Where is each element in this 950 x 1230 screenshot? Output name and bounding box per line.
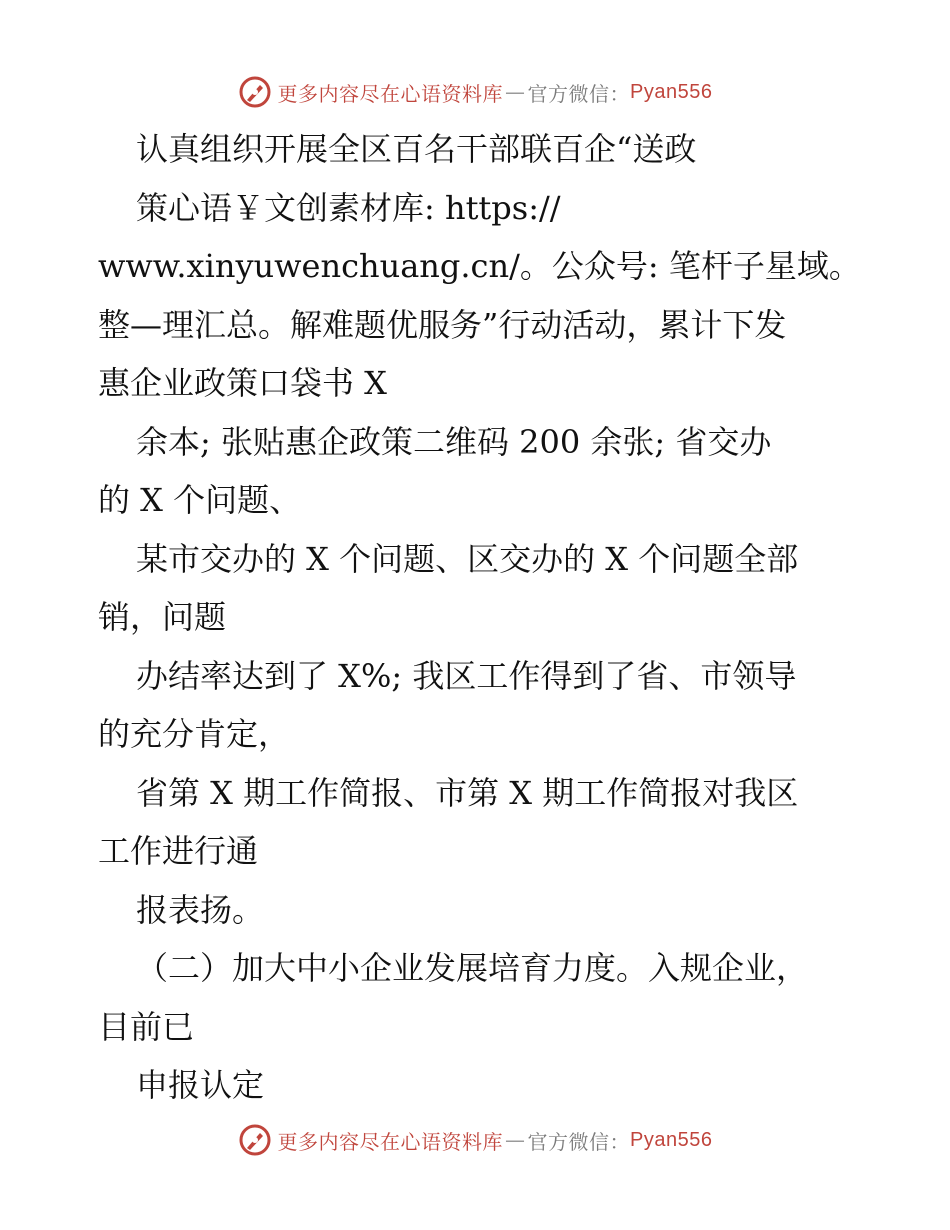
text-line: 省第 X 期工作简报、市第 X 期工作简报对我区	[136, 773, 799, 812]
banner-wechat-label: 官方微信：	[527, 1129, 631, 1154]
text-line: 策心语￥文创素材库: https://	[136, 188, 561, 227]
header-banner	[0, 72, 950, 112]
banner-separator: —	[505, 1128, 526, 1152]
banner-text: 更多内容尽在心语资料库	[277, 81, 504, 106]
banner-text: 更多内容尽在心语资料库	[277, 1129, 504, 1154]
pen-logo-icon	[238, 1123, 272, 1157]
text-line: 整—理汇总。解难题优服务”行动活动，累计下发	[98, 305, 787, 344]
text-line: 余本; 张贴惠企政策二维码 200 余张; 省交办	[136, 422, 772, 461]
text-line: 申报认定	[136, 1066, 265, 1104]
text-line: 的充分肯定，	[98, 715, 291, 753]
pen-logo-icon	[238, 75, 272, 109]
text-line: 销，问题	[98, 598, 227, 636]
text-line: 报表扬。	[136, 890, 265, 929]
banner-wechat-label: 官方微信：	[527, 81, 631, 106]
banner-wechat-id: Pyan556	[630, 1128, 713, 1151]
text-line: 工作进行通	[98, 832, 259, 870]
text-line: 惠企业政策口袋书 X	[98, 364, 387, 402]
banner-separator: —	[505, 80, 526, 104]
text-line: www.xinyuwenchuang.cn/。公众号: 笔杆子星域。	[98, 247, 861, 285]
text-line: 认真组织开展全区百名干部联百企“送政	[136, 130, 697, 168]
text-line: 办结率达到了 X%; 我区工作得到了省、市领导	[136, 656, 797, 695]
text-line: 的 X 个问题、	[98, 481, 302, 519]
text-line: 某市交办的 X 个问题、区交办的 X 个问题全部	[136, 539, 799, 578]
footer-banner	[0, 1120, 950, 1160]
text-line: 目前已	[98, 1007, 195, 1046]
banner-wechat-id: Pyan556	[630, 80, 713, 103]
text-line: （二）加大中小企业发展培育力度。入规企业，	[136, 949, 809, 987]
document-body	[98, 120, 861, 1115]
